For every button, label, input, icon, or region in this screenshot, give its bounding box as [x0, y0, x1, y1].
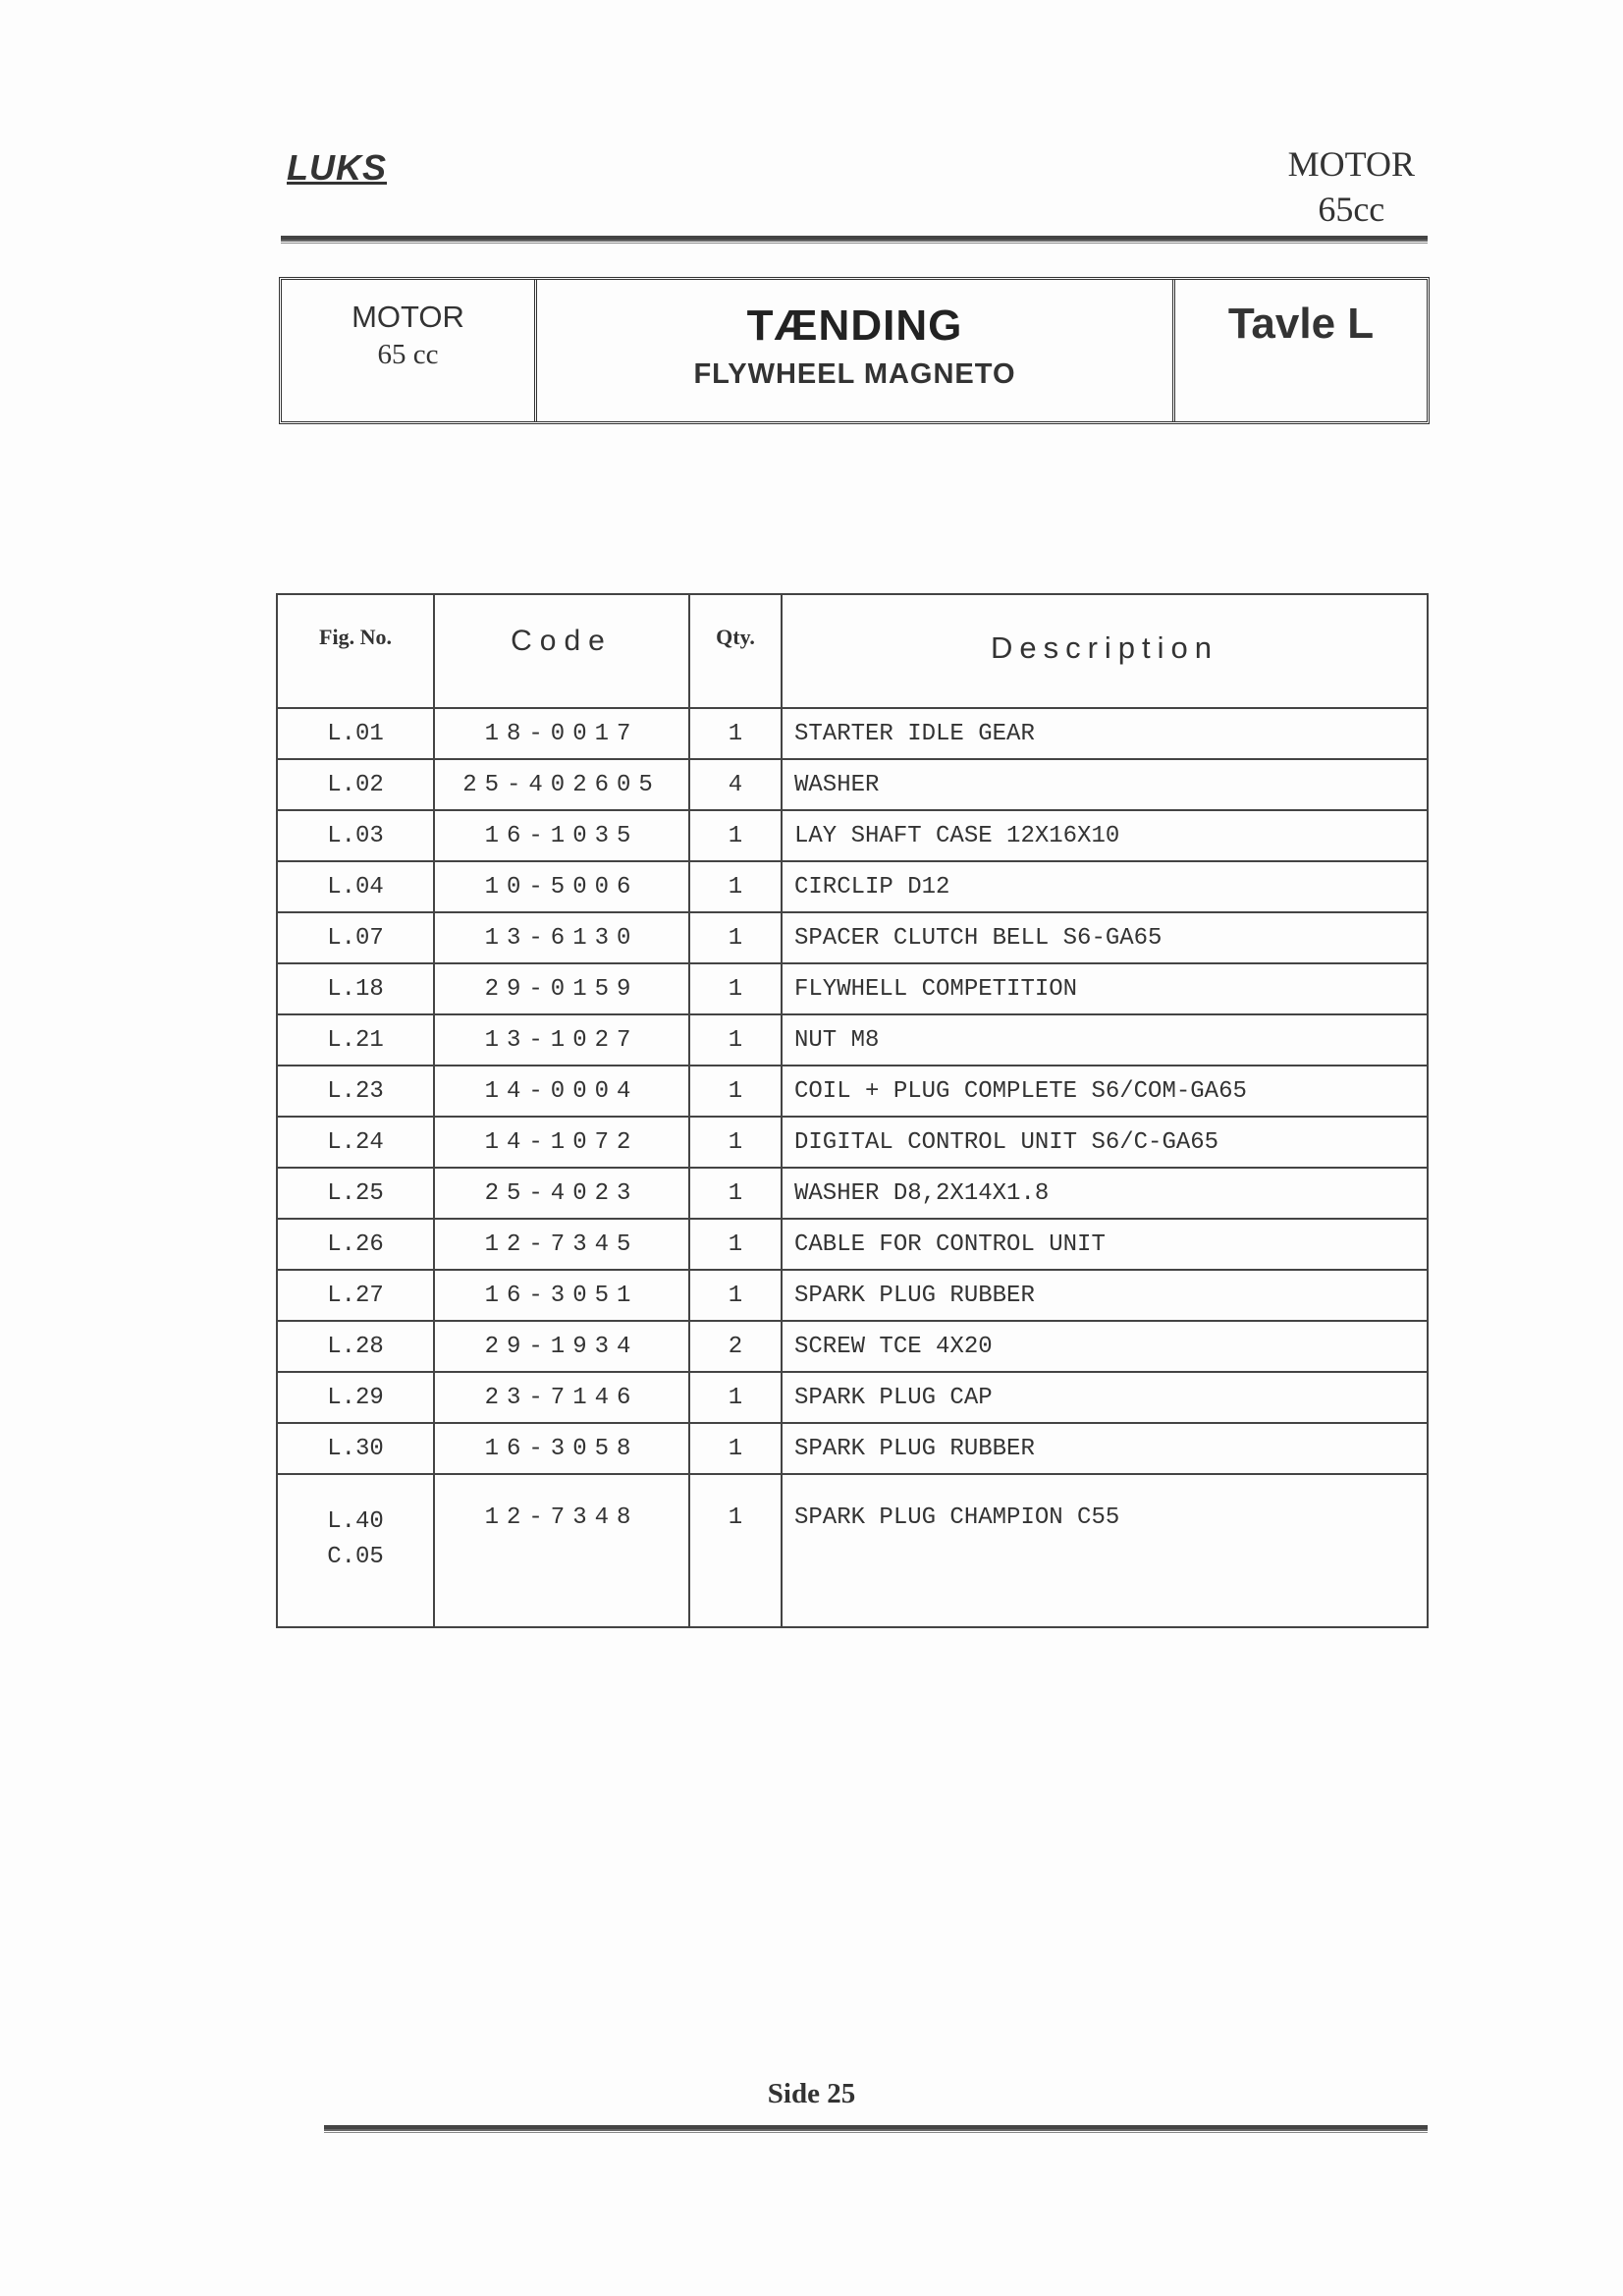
page-number: Side 25 — [767, 2078, 856, 2109]
code-cell: 16-3051 — [434, 1270, 689, 1321]
header-fig-no: Fig. No. — [277, 594, 434, 708]
page-title: TÆNDING — [746, 301, 963, 350]
qty-cell: 1 — [689, 708, 782, 759]
qty-cell: 2 — [689, 1321, 782, 1372]
code-cell: 12-7348 — [434, 1474, 689, 1627]
fig-no-line: C.05 — [327, 1544, 384, 1570]
fig-no-cell — [277, 1474, 434, 1627]
table-row — [277, 1474, 1428, 1627]
title-box-right — [1175, 280, 1427, 421]
qty-cell: 4 — [689, 759, 782, 810]
table-row — [277, 1270, 1428, 1321]
description-cell: NUT M8 — [782, 1014, 1428, 1066]
title-box-displacement: 65 cc — [377, 339, 439, 370]
brand-logo: LUKS — [287, 147, 387, 188]
qty-cell: 1 — [689, 1066, 782, 1117]
fig-no-cell: L.07 — [277, 912, 434, 963]
qty-cell: 1 — [689, 1423, 782, 1474]
description-cell: SPARK PLUG CAP — [782, 1372, 1428, 1423]
qty-cell: 1 — [689, 1014, 782, 1066]
code-cell: 25-402605 — [434, 759, 689, 810]
qty-cell: 1 — [689, 1219, 782, 1270]
table-row — [277, 1117, 1428, 1168]
qty-cell: 1 — [689, 810, 782, 861]
fig-no-cell: L.24 — [277, 1117, 434, 1168]
fig-no-cell: L.30 — [277, 1423, 434, 1474]
header-divider — [281, 236, 1428, 242]
code-cell: 10-5006 — [434, 861, 689, 912]
description-cell: CIRCLIP D12 — [782, 861, 1428, 912]
description-cell: SPACER CLUTCH BELL S6-GA65 — [782, 912, 1428, 963]
fig-no-cell: L.26 — [277, 1219, 434, 1270]
table-row — [277, 759, 1428, 810]
fig-no-cell: L.04 — [277, 861, 434, 912]
table-row — [277, 1423, 1428, 1474]
title-box-middle — [537, 280, 1175, 421]
fig-no-cell: L.29 — [277, 1372, 434, 1423]
table-row — [277, 1014, 1428, 1066]
fig-no-cell: L.01 — [277, 708, 434, 759]
table-row — [277, 810, 1428, 861]
code-cell: 12-7345 — [434, 1219, 689, 1270]
description-cell: WASHER D8,2X14X1.8 — [782, 1168, 1428, 1219]
code-cell: 14-1072 — [434, 1117, 689, 1168]
description-cell: WASHER — [782, 759, 1428, 810]
parts-table-body — [277, 708, 1428, 1627]
qty-cell: 1 — [689, 1372, 782, 1423]
parts-table — [276, 593, 1429, 1628]
table-row — [277, 1066, 1428, 1117]
code-cell: 29-1934 — [434, 1321, 689, 1372]
code-cell: 16-1035 — [434, 810, 689, 861]
table-row — [277, 861, 1428, 912]
qty-cell: 1 — [689, 1117, 782, 1168]
header-displacement-label: 65cc — [1318, 190, 1385, 229]
title-box-left — [282, 280, 537, 421]
table-row — [277, 963, 1428, 1014]
code-cell: 23-7146 — [434, 1372, 689, 1423]
table-header-row — [277, 594, 1428, 708]
qty-cell: 1 — [689, 861, 782, 912]
description-cell: LAY SHAFT CASE 12X16X10 — [782, 810, 1428, 861]
fig-no-cell: L.27 — [277, 1270, 434, 1321]
description-cell: FLYWHELL COMPETITION — [782, 963, 1428, 1014]
header-motor-label: MOTOR — [1287, 144, 1415, 184]
fig-no-cell: L.25 — [277, 1168, 434, 1219]
description-cell: COIL + PLUG COMPLETE S6/COM-GA65 — [782, 1066, 1428, 1117]
header-code: Code — [434, 594, 689, 708]
code-cell: 29-0159 — [434, 963, 689, 1014]
title-box — [279, 277, 1430, 424]
header-right — [1288, 141, 1415, 232]
qty-cell: 1 — [689, 1168, 782, 1219]
code-cell: 13-1027 — [434, 1014, 689, 1066]
header-description: Description — [782, 594, 1428, 708]
table-row — [277, 912, 1428, 963]
code-cell: 13-6130 — [434, 912, 689, 963]
code-cell: 25-4023 — [434, 1168, 689, 1219]
table-row — [277, 708, 1428, 759]
table-row — [277, 1168, 1428, 1219]
description-cell: SCREW TCE 4X20 — [782, 1321, 1428, 1372]
qty-cell: 1 — [689, 963, 782, 1014]
description-cell: CABLE FOR CONTROL UNIT — [782, 1219, 1428, 1270]
description-cell: SPARK PLUG RUBBER — [782, 1423, 1428, 1474]
code-cell: 18-0017 — [434, 708, 689, 759]
page-subtitle: FLYWHEEL MAGNETO — [693, 358, 1016, 390]
footer-divider — [324, 2125, 1428, 2131]
code-cell: 16-3058 — [434, 1423, 689, 1474]
qty-cell: 1 — [689, 1474, 782, 1627]
fig-no-cell: L.03 — [277, 810, 434, 861]
table-label: Tavle L — [1227, 300, 1375, 348]
qty-cell: 1 — [689, 1270, 782, 1321]
code-cell: 14-0004 — [434, 1066, 689, 1117]
fig-no-cell: L.23 — [277, 1066, 434, 1117]
description-cell: DIGITAL CONTROL UNIT S6/C-GA65 — [782, 1117, 1428, 1168]
table-row — [277, 1219, 1428, 1270]
description-cell: SPARK PLUG CHAMPION C55 — [782, 1474, 1428, 1627]
fig-no-cell: L.21 — [277, 1014, 434, 1066]
description-cell: STARTER IDLE GEAR — [782, 708, 1428, 759]
header-qty: Qty. — [689, 594, 782, 708]
fig-no-line: L.40 — [327, 1508, 384, 1535]
fig-no-cell: L.02 — [277, 759, 434, 810]
table-row — [277, 1372, 1428, 1423]
title-box-motor: MOTOR — [352, 300, 464, 334]
description-cell: SPARK PLUG RUBBER — [782, 1270, 1428, 1321]
fig-no-cell: L.18 — [277, 963, 434, 1014]
table-row — [277, 1321, 1428, 1372]
qty-cell: 1 — [689, 912, 782, 963]
fig-no-cell: L.28 — [277, 1321, 434, 1372]
